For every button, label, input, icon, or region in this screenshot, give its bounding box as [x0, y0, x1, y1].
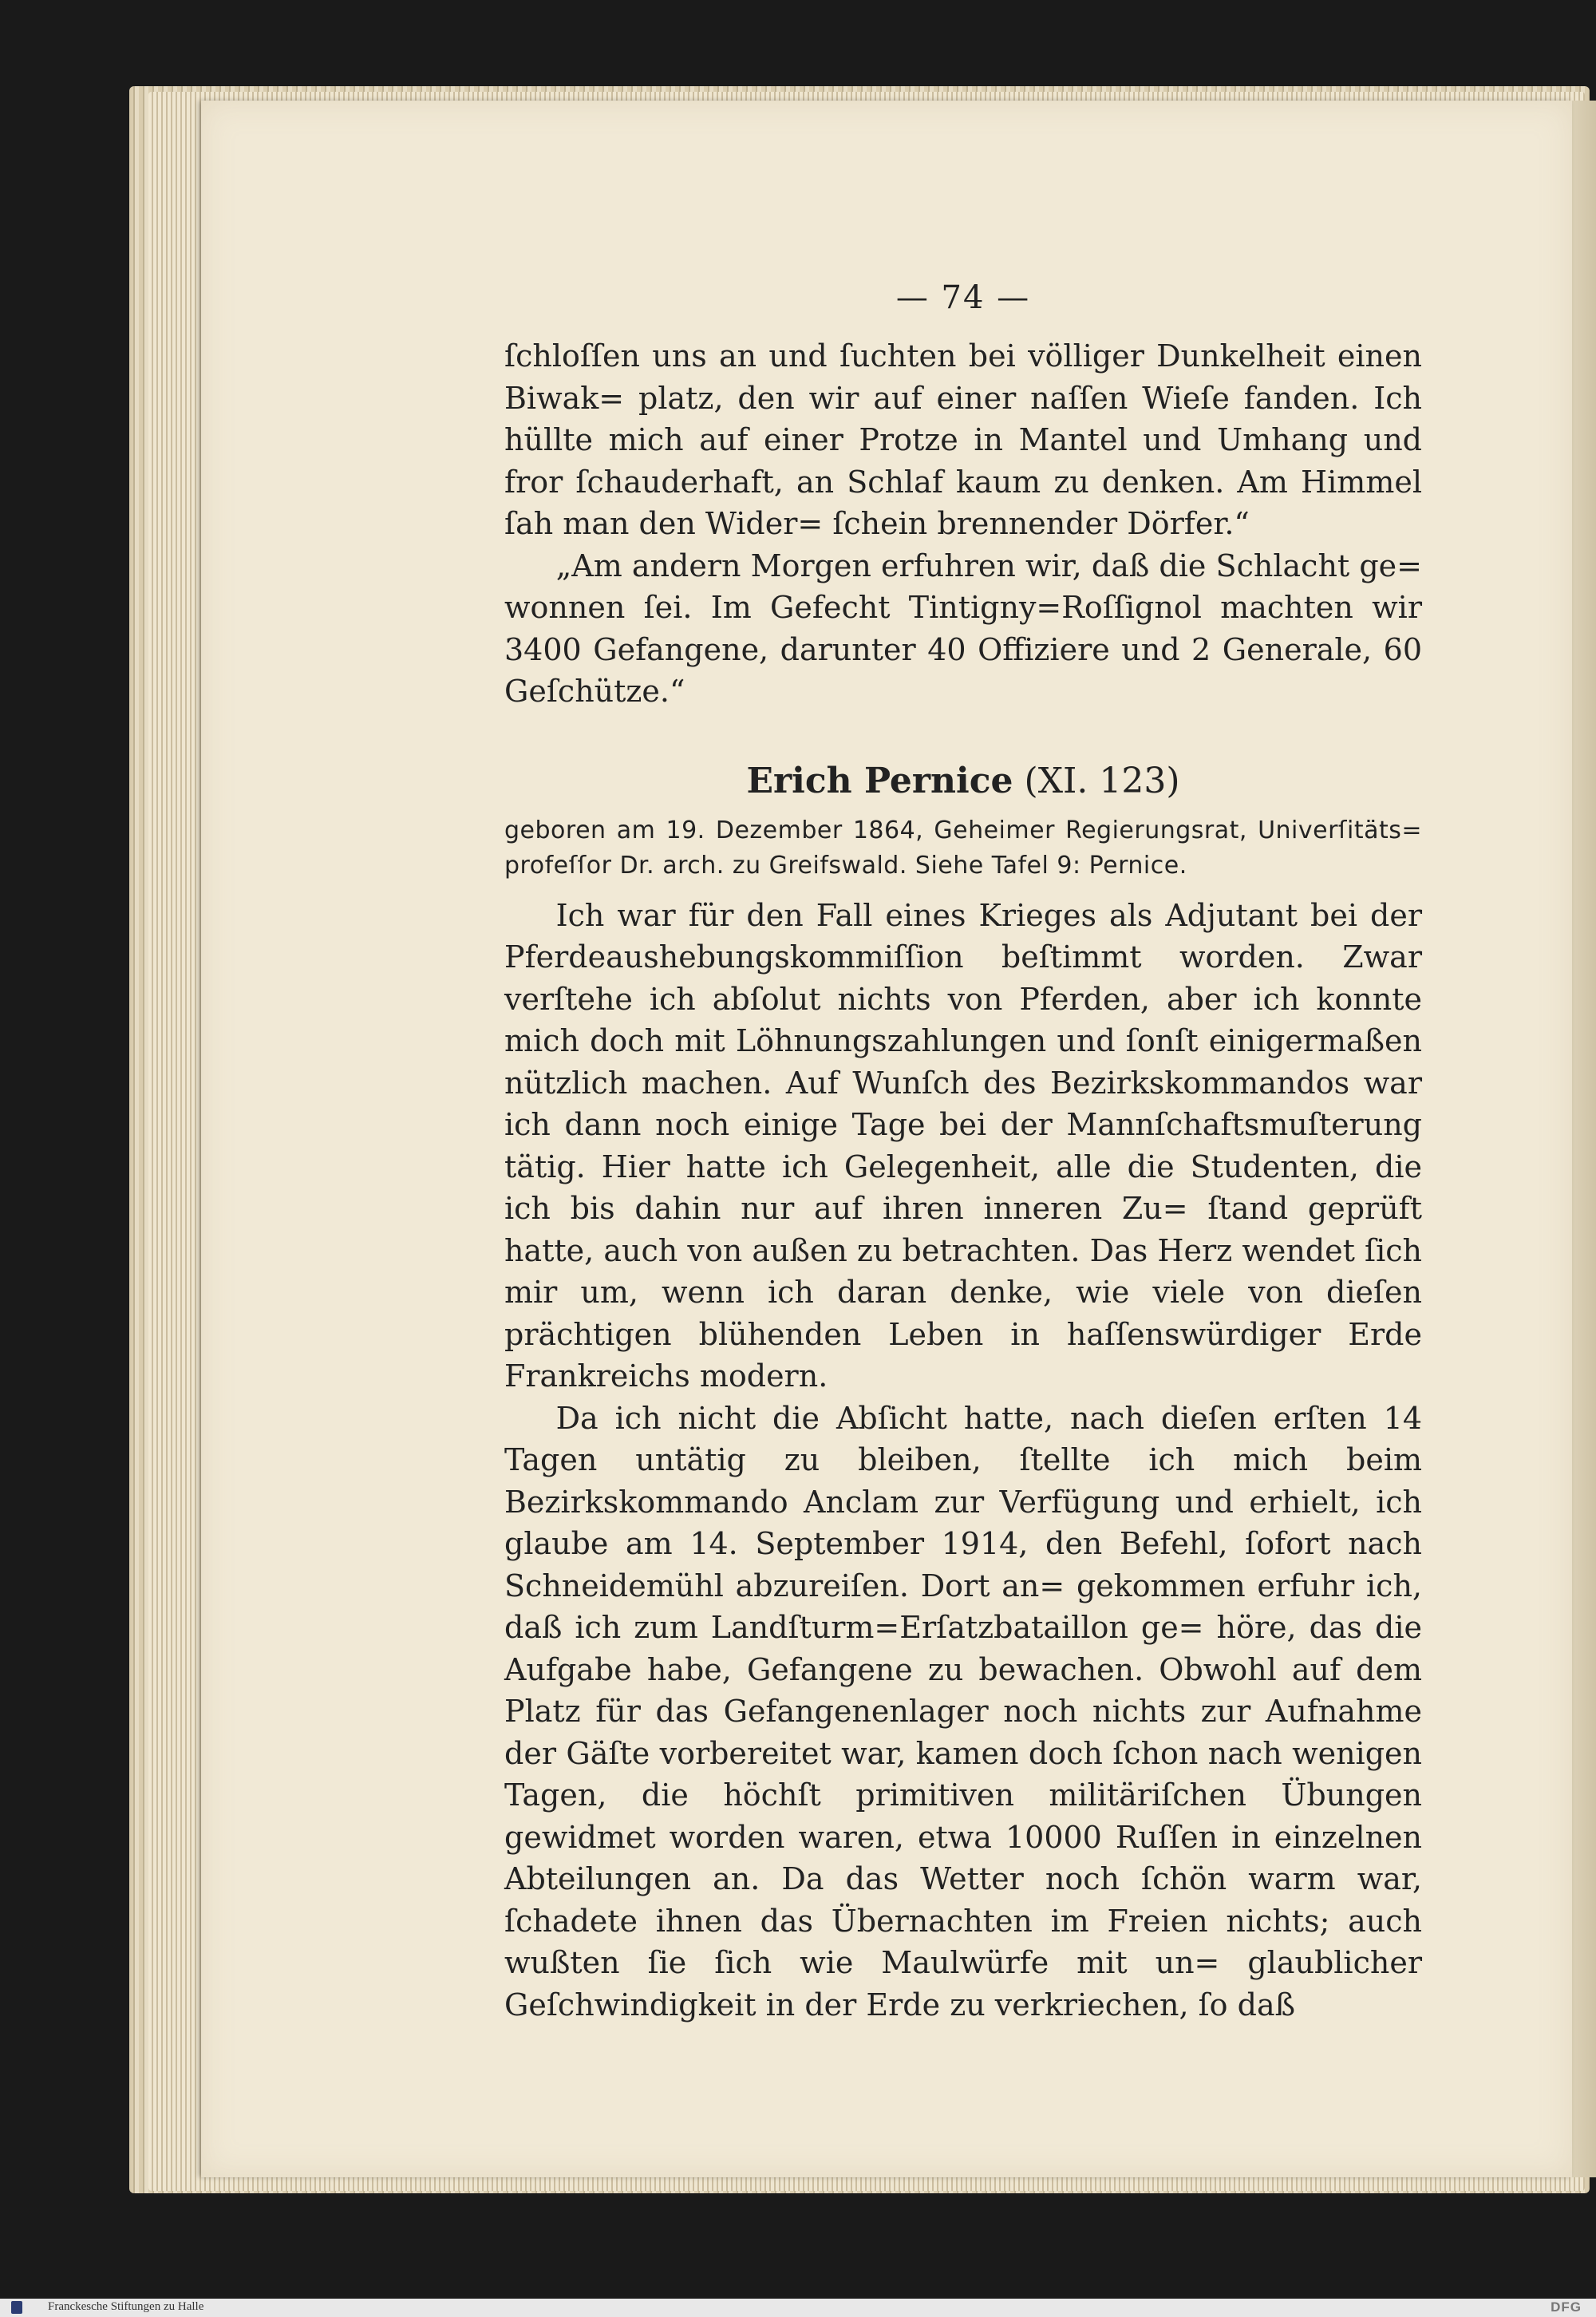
viewer-footer: [0, 2299, 1596, 2317]
paragraph: „Am andern Morgen erfuhren wir, daß die Schlacht ge= wonnen ſei. Im Gefecht Tintigny=Roſſignol machten wir 3400 Gefangene, darunter 40 Offiziere und 2 Generale, 60 Geſchütze.“: [504, 548, 1422, 709]
heading-reference: (XI. 123): [1024, 760, 1180, 801]
institution-name: Franckesche Stiftungen zu Halle: [48, 2300, 204, 2313]
dfg-logo: DFG: [1551, 2299, 1582, 2315]
institution-logo-icon: [11, 2301, 22, 2314]
paragraph: Ich war für den Fall eines Krieges als Adjutant bei der Pferdeaushebungskommiſſion beſtimmt worden. Zwar verſtehe ich abſolut nichts von Pferden, aber ich konnte mich doch mit Löhnungszahlungen und ſonſt einigermaßen nützlich machen. Auf Wunſch des Bezirkskommandos war ich dann noch einige Tage bei der Mannſchaftsmuſterung tätig. Hier hatte ich Gelegenheit, alle die Studenten, die ich bis dahin nur auf ihren inneren Zu= ſtand geprüft hatte, auch von außen zu betrachten. Das Herz wendet ſich mir um, wenn ich daran denke, wie viele von dieſen prächtigen blühenden Leben in haſſenswürdiger Erde Frankreichs modern.: [504, 897, 1422, 1394]
biographical-note: geboren am 19. Dezember 1864, Geheimer Regierungsrat, Univerſitäts= profeſſor Dr. arch. zu Greifswald. Siehe Tafel 9: Pernice.: [504, 816, 1422, 880]
page-number: — 74 —: [895, 279, 1031, 316]
heading-name: Erich Pernice: [746, 760, 1013, 801]
section-heading: [504, 757, 1422, 805]
page-text-block: [504, 279, 1422, 2026]
paragraph: Da ich nicht die Abſicht hatte, nach dieſen erſten 14 Tagen untätig zu bleiben, ſtellte ich mich beim Bezirkskommando Anclam zur Verfügung und erhielt, ich glaube am 14. September 1914, den Befehl, ſofort nach Schneidemühl abzureiſen. Dort an= gekommen erfuhr ich, daß ich zum Landſturm=Erſatzbataillon ge= höre, das die Aufgabe habe, Gefangene zu bewachen. Obwohl auf dem Platz für das Gefangenenlager noch nichts zur Aufnahme der Gäſte vorbereitet war, kamen doch ſchon nach wenigen Tagen, die höchſt primitiven militäriſchen Übungen gewidmet worden waren, etwa 10000 Ruſſen in einzelnen Abteilungen an. Da das Wetter noch ſchön warm war, ſchadete ihnen das Übernachten im Freien nichts; auch wußten ſie ſich wie Maulwürfe mit un= glaublicher Geſchwindigkeit in der Erde zu verkriechen, ſo daß: [504, 1400, 1422, 2022]
paragraph: ſchloſſen uns an und ſuchten bei völliger Dunkelheit einen Biwak= platz, den wir auf einer naſſen Wieſe fanden. Ich hüllte mich auf einer Protze in Mantel und Umhang und fror ſchauderhaft, an Schlaf kaum zu denken. Am Himmel ſah man den Wider= ſchein brennender Dörfer.“: [504, 338, 1422, 541]
